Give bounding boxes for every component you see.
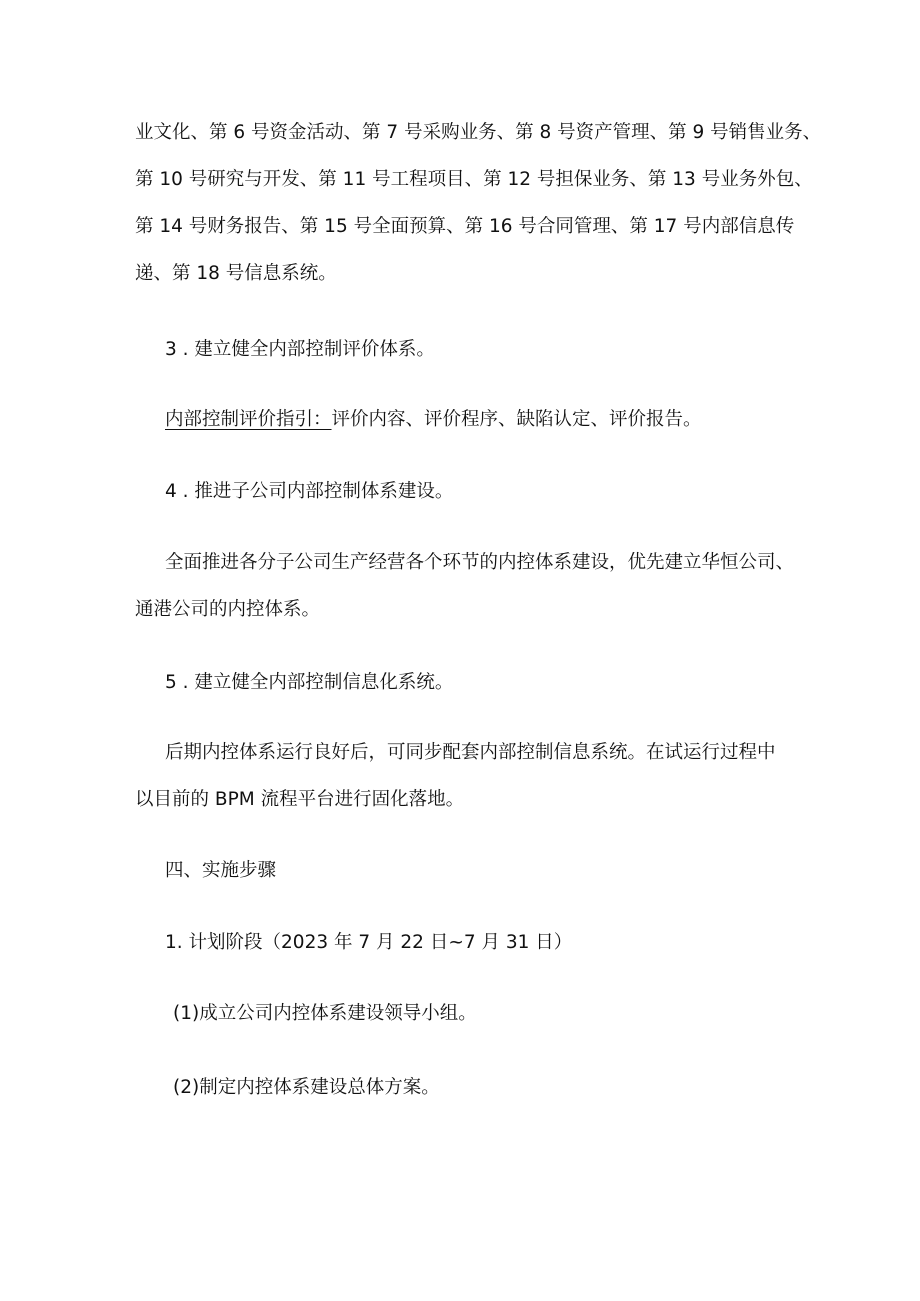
guide-text: 评价内容、评价程序、缺陷认定、评价报告。 <box>331 409 702 430</box>
phase-heading: 1. 计划阶段（2023 年 7 月 22 日~7 月 31 日） <box>165 932 573 953</box>
paragraph-line: 全面推进各分子公司生产经营各个环节的内控体系建设，优先建立华恒公司、 <box>165 552 795 573</box>
section-heading: 四、实施步骤 <box>165 860 277 881</box>
step-item: (2)制定内控体系建设总体方案。 <box>173 1077 440 1098</box>
guide-label: 内部控制评价指引： <box>165 409 332 430</box>
paragraph-line: 以目前的 BPM 流程平台进行固化落地。 <box>135 789 465 810</box>
paragraph-line: 递、第 18 号信息系统。 <box>135 263 337 284</box>
paragraph-line: 后期内控体系运行良好后，可同步配套内部控制信息系统。在试运行过程中 <box>165 742 776 763</box>
step-item: (1)成立公司内控体系建设领导小组。 <box>173 1003 477 1024</box>
list-item-heading: 3 . 建立健全内部控制评价体系。 <box>165 339 435 360</box>
list-item-heading: 4 . 推进子公司内部控制体系建设。 <box>165 481 454 502</box>
list-item-heading: 5 . 建立健全内部控制信息化系统。 <box>165 672 454 693</box>
paragraph-line: 业文化、第 6 号资金活动、第 7 号采购业务、第 8 号资产管理、第 9 号销售业务、 <box>135 122 822 143</box>
paragraph-line: 第 14 号财务报告、第 15 号全面预算、第 16 号合同管理、第 17 号内部信息传 <box>135 216 795 237</box>
guide-line <box>165 407 702 433</box>
paragraph-line: 第 10 号研究与开发、第 11 号工程项目、第 12 号担保业务、第 13 号业务外包、 <box>135 169 813 190</box>
paragraph-line: 通港公司的内控体系。 <box>135 599 321 620</box>
